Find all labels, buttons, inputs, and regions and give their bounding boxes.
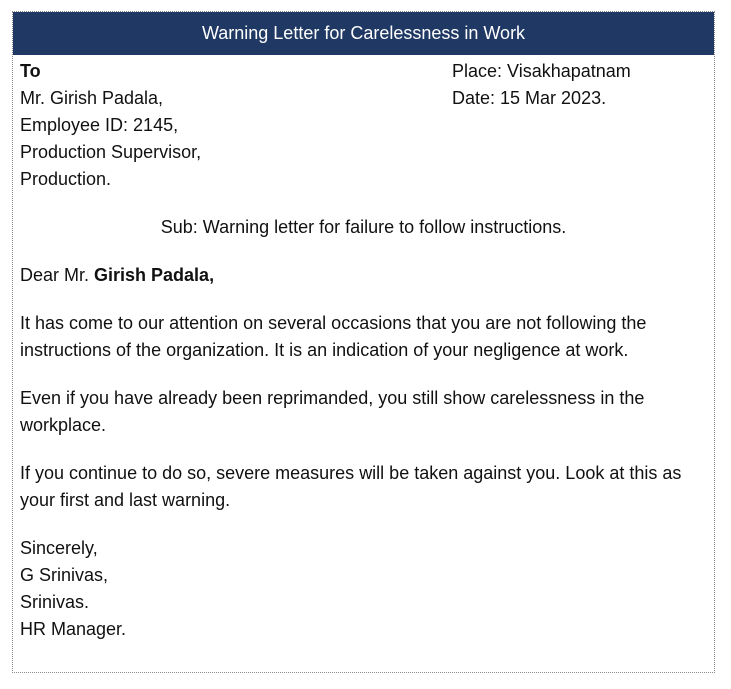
place-date-block <box>452 58 631 112</box>
body-paragraph-1: It has come to our attention on several occasions that you are not following the instructions of the organization. It is an indication of your negligence at work. <box>20 313 647 360</box>
sender-designation: HR Manager. <box>20 619 127 639</box>
address-header <box>20 58 714 193</box>
salutation <box>20 262 714 289</box>
recipient-name: Mr. Girish Padala, <box>20 88 164 108</box>
salutation-name: Girish Padala, <box>94 265 215 285</box>
to-label: To <box>20 61 41 81</box>
date-text: Date: 15 Mar 2023. <box>452 88 607 108</box>
salutation-prefix: Dear Mr. <box>20 265 95 285</box>
body-paragraph-2: Even if you have already been reprimanded, you still show carelessness in the workplace. <box>20 388 645 435</box>
sender-name: G Srinivas, <box>20 565 109 585</box>
letter-content <box>13 55 714 643</box>
recipient-designation: Production Supervisor, <box>20 142 202 162</box>
recipient-block <box>20 58 201 193</box>
place-text: Place: Visakhapatnam <box>452 61 631 81</box>
subject-line: Sub: Warning letter for failure to follow instructions. <box>160 217 567 237</box>
closing-salutation: Sincerely, <box>20 538 98 558</box>
closing-block <box>20 535 714 643</box>
letter-title: Warning Letter for Carelessness in Work <box>13 12 714 55</box>
warning-letter <box>12 11 715 673</box>
recipient-employee-id: Employee ID: 2145, <box>20 115 179 135</box>
sender-short-name: Srinivas. <box>20 592 90 612</box>
recipient-department: Production. <box>20 169 112 189</box>
body-paragraph-3: If you continue to do so, severe measures will be taken against you. Look at this as your first and last warning. <box>20 463 682 510</box>
